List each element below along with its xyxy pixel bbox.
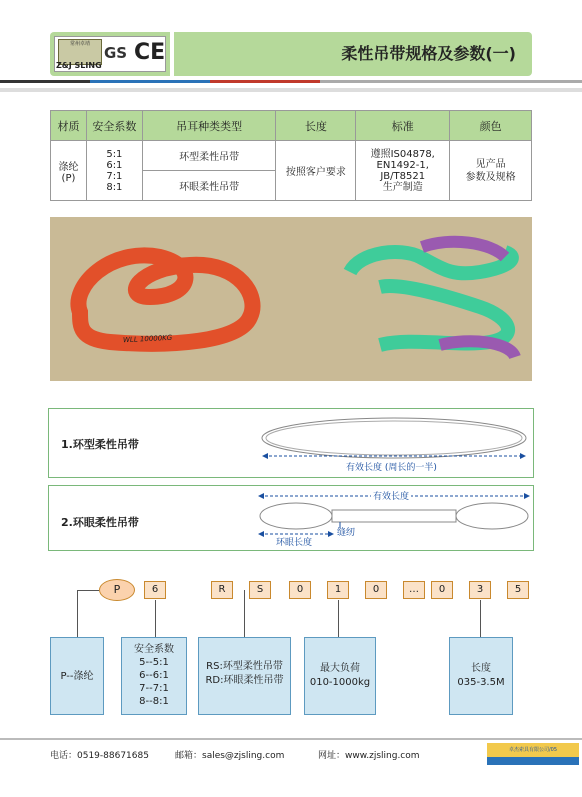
stripe-blue: [90, 80, 210, 83]
length-desc-box: [449, 637, 513, 715]
length-desc-line: 长度: [471, 663, 491, 674]
length-code-box: 5: [507, 581, 529, 599]
color-line: 参数及规格: [465, 171, 516, 183]
length-desc-line: 035-3.5M: [457, 677, 505, 688]
connector-line: [338, 600, 339, 637]
safety-factor: 7:1: [106, 170, 123, 182]
ellipsis-box: …: [403, 581, 425, 599]
col-header: 标准: [356, 111, 450, 141]
logo-name: Z&J SLING: [56, 61, 102, 70]
safety-factor-cell: [86, 141, 142, 201]
spec-table: [50, 110, 532, 201]
effective-length-label-1: 有效长度 (周长的一半): [346, 463, 437, 473]
connector-line: [244, 590, 245, 637]
material-desc-box: P--涤纶: [50, 637, 104, 715]
footer-phone: 电话：0519-88671685: [50, 751, 149, 761]
material-cell: 涤纶 (P): [51, 141, 87, 201]
col-header: 吊耳种类类型: [142, 111, 276, 141]
eye-length-label: 环眼长度: [276, 538, 313, 548]
safety-desc-line: 7--7:1: [139, 683, 169, 694]
connector-line: [77, 590, 99, 591]
ce-certification-icon: CE: [134, 40, 166, 65]
safety-desc-line: 8--8:1: [139, 696, 169, 707]
stripe-light: [0, 88, 582, 92]
load-desc-line: 最大负荷: [320, 663, 360, 674]
product-photo: [50, 217, 532, 381]
load-code-box: 1: [327, 581, 349, 599]
load-code-box: 0: [289, 581, 311, 599]
table-header-row: [51, 111, 532, 141]
stripe-gray: [320, 80, 582, 83]
safety-code-box: 6: [144, 581, 166, 599]
footer-divider: [0, 738, 582, 740]
standard-line: 生产制造: [382, 181, 423, 193]
logo-small-text: 常州卓靖: [69, 41, 90, 47]
type-cell: 环眼柔性吊带: [142, 171, 276, 201]
safety-factor: 5:1: [106, 148, 123, 160]
standard-line: JB/T8521: [380, 170, 426, 182]
load-desc-box: [304, 637, 376, 715]
color-line: 见产品: [475, 158, 506, 170]
footer-email[interactable]: 邮箱：sales@zjsling.com: [175, 751, 285, 761]
type-desc-box: [198, 637, 291, 715]
header-divider: [170, 32, 174, 76]
photo-label: WLL 10000KG: [122, 333, 173, 345]
safety-desc-line: 5--5:1: [139, 657, 169, 668]
length-cell: 按照客户要求: [276, 141, 356, 201]
type-code-box: S: [249, 581, 271, 599]
color-cell: [450, 141, 532, 201]
length-code-box: 3: [469, 581, 491, 599]
col-header: 材质: [51, 111, 87, 141]
type-desc-line: RD:环眼柔性吊带: [205, 675, 284, 686]
sling-photo-icon: [50, 217, 532, 381]
footer-web[interactable]: 网址：www.zjsling.com: [318, 751, 420, 761]
safety-factor: 8:1: [106, 181, 123, 193]
table-row: [51, 141, 532, 171]
type-desc-line: RS:环型柔性吊带: [206, 661, 283, 672]
load-desc-line: 010-1000kg: [309, 677, 371, 688]
stripe-dark: [0, 80, 90, 83]
type-cell: 环型柔性吊带: [142, 141, 276, 171]
safety-desc-box: [121, 637, 187, 715]
col-header: 长度: [276, 111, 356, 141]
safety-factor: 6:1: [106, 159, 123, 171]
length-code-box: 0: [431, 581, 453, 599]
connector-line: [480, 600, 481, 637]
footer-tag: 卓杰索具有限公司/05: [487, 743, 579, 757]
type-code-box: R: [211, 581, 233, 599]
effective-length-label-2: 有效长度: [371, 489, 411, 502]
safety-desc-line: 6--6:1: [139, 670, 169, 681]
stripe-red: [210, 80, 320, 83]
gs-certification-icon: GS: [104, 44, 128, 62]
connector-line: [77, 590, 78, 637]
standard-line: 遵照IS04878,: [370, 148, 435, 160]
footer-stripe: [487, 757, 579, 765]
standard-line: EN1492-1,: [376, 159, 429, 171]
page-title: 柔性吊带规格及参数(一): [341, 44, 516, 63]
standard-cell: [356, 141, 450, 201]
material-code-oval: P: [99, 579, 135, 601]
connector-line: [155, 600, 156, 637]
col-header: 颜色: [450, 111, 532, 141]
load-code-box: 0: [365, 581, 387, 599]
diagram-label-2: 2.环眼柔性吊带: [61, 516, 139, 529]
diagram-label-1: 1.环型柔性吊带: [61, 438, 139, 451]
safety-desc-title: 安全系数: [134, 644, 174, 655]
seam-label: 缝纫: [337, 528, 356, 538]
col-header: 安全系数: [86, 111, 142, 141]
